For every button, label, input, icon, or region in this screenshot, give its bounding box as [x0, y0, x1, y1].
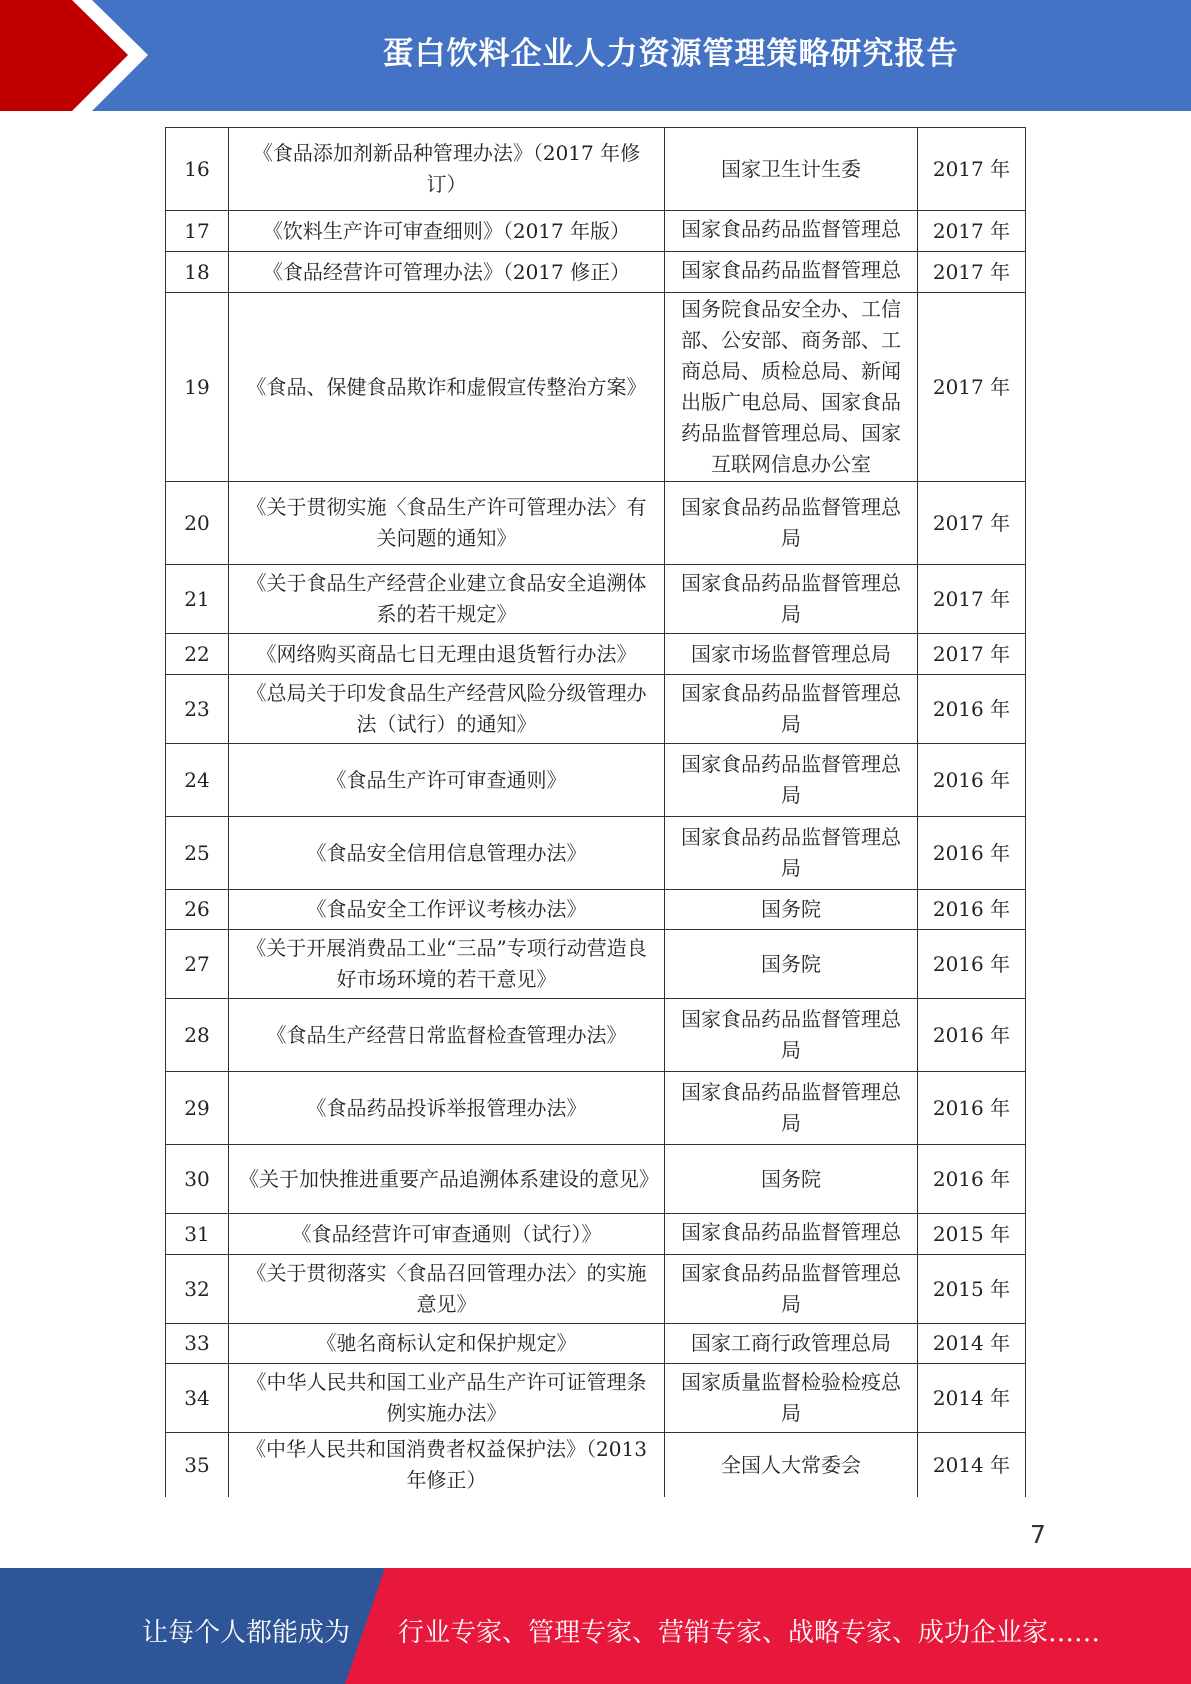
table-row	[166, 565, 1026, 634]
issuing-authority: 国家食品药品监督管理总局	[665, 675, 918, 744]
table-row	[166, 930, 1026, 999]
row-number: 29	[166, 1072, 229, 1145]
page-number: 7	[1030, 1520, 1046, 1549]
table-row	[166, 817, 1026, 890]
regulation-name: 《关于食品生产经营企业建立食品安全追溯体系的若干规定》	[229, 565, 665, 634]
issuing-authority: 国家食品药品监督管理总局	[665, 1072, 918, 1145]
year: 2017 年	[918, 482, 1026, 565]
year: 2016 年	[918, 1145, 1026, 1214]
row-number: 31	[166, 1214, 229, 1255]
year: 2014 年	[918, 1324, 1026, 1364]
table-row	[166, 1433, 1026, 1498]
regulation-name: 《食品添加剂新品种管理办法》（2017 年修订）	[229, 128, 665, 211]
year: 2016 年	[918, 744, 1026, 817]
issuing-authority-cell	[665, 211, 918, 252]
table-row	[166, 1214, 1026, 1255]
regulation-name: 《食品生产许可审查通则》	[229, 744, 665, 817]
footer-slogan-right: 行业专家、管理专家、营销专家、战略专家、成功企业家……	[398, 1618, 1101, 1648]
regulation-name: 《总局关于印发食品生产经营风险分级管理办法（试行）的通知》	[229, 675, 665, 744]
regulations-table	[165, 127, 1025, 1497]
year: 2017 年	[918, 211, 1026, 252]
row-number: 21	[166, 565, 229, 634]
regulation-name: 《关于贯彻落实〈食品召回管理办法〉的实施意见》	[229, 1255, 665, 1324]
issuing-authority: 国家食品药品监督管理总局	[665, 817, 918, 890]
table-row	[166, 999, 1026, 1072]
row-number: 24	[166, 744, 229, 817]
table-row	[166, 634, 1026, 675]
regulation-name: 《关于开展消费品工业“三品”专项行动营造良好市场环境的若干意见》	[229, 930, 665, 999]
table-row	[166, 293, 1026, 482]
issuing-authority: 国家食品药品监督管理总	[681, 257, 901, 282]
header-chevron-decoration	[0, 0, 160, 111]
table-row	[166, 1324, 1026, 1364]
table-row	[166, 252, 1026, 293]
year: 2016 年	[918, 1072, 1026, 1145]
regulation-name: 《食品、保健食品欺诈和虚假宣传整治方案》	[229, 293, 665, 482]
year: 2017 年	[918, 293, 1026, 482]
table-row	[166, 1072, 1026, 1145]
table-row	[166, 675, 1026, 744]
issuing-authority-cell	[665, 252, 918, 293]
issuing-authority: 国务院	[665, 1145, 918, 1214]
regulation-name: 《食品经营许可管理办法》（2017 修正）	[229, 252, 665, 293]
regulation-name: 《关于贯彻实施〈食品生产许可管理办法〉有关问题的通知》	[229, 482, 665, 565]
year: 2017 年	[918, 128, 1026, 211]
issuing-authority: 国家质量监督检验检疫总局	[665, 1364, 918, 1433]
issuing-authority: 全国人大常委会	[665, 1433, 918, 1498]
issuing-authority: 国家食品药品监督管理总局	[665, 999, 918, 1072]
regulation-name: 《食品生产经营日常监督检查管理办法》	[229, 999, 665, 1072]
year: 2014 年	[918, 1433, 1026, 1498]
row-number: 20	[166, 482, 229, 565]
row-number: 33	[166, 1324, 229, 1364]
table-row	[166, 482, 1026, 565]
row-number: 23	[166, 675, 229, 744]
issuing-authority: 国务院	[665, 930, 918, 999]
issuing-authority: 国家食品药品监督管理总局	[665, 1255, 918, 1324]
row-number: 27	[166, 930, 229, 999]
issuing-authority: 国家食品药品监督管理总局	[665, 482, 918, 565]
table-row	[166, 128, 1026, 211]
year: 2016 年	[918, 930, 1026, 999]
year: 2017 年	[918, 634, 1026, 675]
regulation-name: 《食品安全工作评议考核办法》	[229, 890, 665, 930]
row-number: 25	[166, 817, 229, 890]
row-number: 35	[166, 1433, 229, 1498]
issuing-authority: 国务院	[665, 890, 918, 930]
regulation-name: 《食品经营许可审查通则（试行）》	[229, 1214, 665, 1255]
issuing-authority: 国务院食品安全办、工信部、公安部、商务部、工商总局、质检总局、新闻出版广电总局、国家食品药品监督管理总局、国家互联网信息办公室	[665, 293, 918, 482]
report-title: 蛋白饮料企业人力资源管理策略研究报告	[382, 36, 959, 72]
footer-slogan-left: 让每个人都能成为	[142, 1618, 351, 1648]
year: 2016 年	[918, 675, 1026, 744]
table-row	[166, 1145, 1026, 1214]
year: 2016 年	[918, 999, 1026, 1072]
regulation-name: 《中华人民共和国消费者权益保护法》（2013 年修正）	[229, 1433, 665, 1498]
row-number: 26	[166, 890, 229, 930]
table-row	[166, 1364, 1026, 1433]
issuing-authority: 国家食品药品监督管理总局	[665, 744, 918, 817]
table-row	[166, 211, 1026, 252]
year: 2015 年	[918, 1255, 1026, 1324]
row-number: 22	[166, 634, 229, 675]
regulation-name: 《网络购买商品七日无理由退货暂行办法》	[229, 634, 665, 675]
row-number: 30	[166, 1145, 229, 1214]
year: 2014 年	[918, 1364, 1026, 1433]
regulation-name: 《关于加快推进重要产品追溯体系建设的意见》	[229, 1145, 665, 1214]
row-number: 32	[166, 1255, 229, 1324]
issuing-authority: 国家市场监督管理总局	[665, 634, 918, 675]
table-row	[166, 890, 1026, 930]
regulation-name: 《食品药品投诉举报管理办法》	[229, 1072, 665, 1145]
year: 2016 年	[918, 890, 1026, 930]
issuing-authority-cell	[665, 1214, 918, 1255]
issuing-authority: 国家食品药品监督管理总	[681, 216, 901, 241]
regulation-name: 《食品安全信用信息管理办法》	[229, 817, 665, 890]
row-number: 17	[166, 211, 229, 252]
regulation-name: 《饮料生产许可审查细则》（2017 年版）	[229, 211, 665, 252]
row-number: 18	[166, 252, 229, 293]
issuing-authority: 国家工商行政管理总局	[665, 1324, 918, 1364]
issuing-authority: 国家食品药品监督管理总局	[665, 565, 918, 634]
page-header	[0, 0, 1191, 111]
row-number: 19	[166, 293, 229, 482]
year: 2015 年	[918, 1214, 1026, 1255]
year: 2017 年	[918, 565, 1026, 634]
year: 2017 年	[918, 252, 1026, 293]
issuing-authority: 国家卫生计生委	[665, 128, 918, 211]
issuing-authority: 国家食品药品监督管理总	[681, 1219, 901, 1244]
table-row	[166, 744, 1026, 817]
row-number: 16	[166, 128, 229, 211]
row-number: 28	[166, 999, 229, 1072]
regulation-name: 《驰名商标认定和保护规定》	[229, 1324, 665, 1364]
row-number: 34	[166, 1364, 229, 1433]
regulation-name: 《中华人民共和国工业产品生产许可证管理条例实施办法》	[229, 1364, 665, 1433]
year: 2016 年	[918, 817, 1026, 890]
table-row	[166, 1255, 1026, 1324]
